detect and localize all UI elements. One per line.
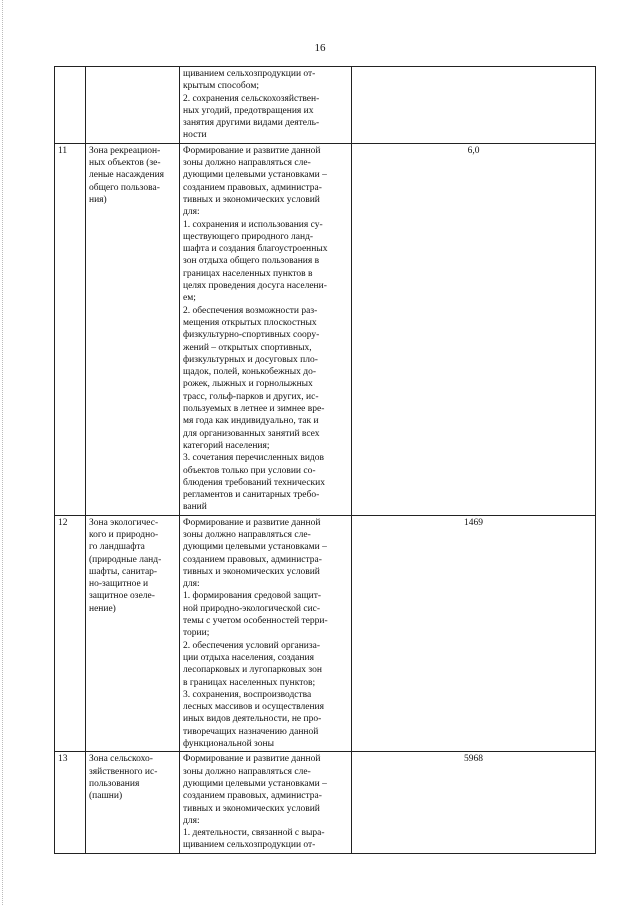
description-line: 1. сохранения и использования су-: [183, 219, 323, 230]
row-number-cell: 11: [55, 143, 86, 515]
description-line: 1. формирования средовой защит-: [183, 591, 322, 602]
table-row: [55, 143, 596, 515]
zone-name-line: леные насаждения: [89, 170, 165, 181]
row-number-cell: [55, 67, 86, 144]
description-cell: [180, 143, 352, 515]
description-line: крытым способом;: [183, 81, 259, 92]
description-line: физкультурно-спортивных соору-: [183, 330, 320, 341]
description-line: тивных и экономических условий: [183, 194, 320, 205]
zone-name-line: Зона сельскохо-: [89, 754, 153, 765]
area-value-cell: [352, 67, 596, 144]
description-line: 1. деятельности, связанной с выра-: [183, 828, 325, 839]
zone-name-line: пользования: [89, 778, 140, 789]
page-number: 16: [314, 42, 326, 54]
zone-name-line: общего пользова-: [89, 182, 160, 193]
description-line: созданием правовых, администра-: [183, 182, 322, 193]
description-line: лесных массивов и осуществления: [183, 702, 324, 713]
description-line: для:: [183, 815, 200, 826]
description-line: ем;: [183, 293, 196, 304]
zones-table: [54, 66, 596, 854]
description-line: зоны должно направляться сле-: [183, 529, 311, 540]
description-line: созданием правовых, администра-: [183, 791, 322, 802]
description-line: функциональной зоны: [183, 739, 274, 750]
area-value-cell: 1469: [352, 515, 596, 752]
description-line: созданием правовых, администра-: [183, 554, 322, 565]
description-line: темы с учетом особенностей терри-: [183, 616, 328, 627]
description-line: щиванием сельхозпродукции от-: [183, 69, 316, 79]
zone-name-line: ных объектов (зе-: [89, 158, 161, 169]
area-value-cell: 6,0: [352, 143, 596, 515]
zone-name-line: (природные ланд-: [89, 554, 162, 565]
zone-name-line: Зона рекреацион-: [89, 145, 161, 156]
description-line: зоны должно направляться сле-: [183, 766, 311, 777]
description-line: дующими целевыми установками –: [183, 170, 327, 181]
description-line: щиванием сельхозпродукции от-: [183, 840, 316, 851]
description-line: 2. обеспечения возможности раз-: [183, 305, 318, 316]
description-line: физкультурных и досуговых пло-: [183, 354, 318, 365]
scan-edge-dots: [2, 0, 4, 905]
description-cell: [180, 67, 352, 144]
description-line: рожек, лыжных и горнолыжных: [183, 379, 313, 390]
zone-name-cell: [86, 67, 180, 144]
description-line: тивных и экономических условий: [183, 803, 320, 814]
description-line: объектов только при условии со-: [183, 465, 316, 476]
description-line: Формирование и развитие данной: [183, 517, 321, 528]
description-line: для:: [183, 207, 200, 218]
zone-name-line: шафты, санитар-: [89, 566, 158, 577]
description-line: ществующего природного ланд-: [183, 231, 314, 242]
description-line: иных видов деятельности, не про-: [183, 714, 322, 725]
description-line: в границах населенных пунктов;: [183, 677, 316, 688]
description-line: тории;: [183, 628, 210, 639]
description-line: блюдения требований технических: [183, 477, 325, 488]
table-row: [55, 515, 596, 752]
row-number-cell: 13: [55, 752, 86, 853]
zone-name-line: Зона экологичес-: [89, 517, 159, 528]
description-line: ции отдыха населения, создания: [183, 652, 314, 663]
zone-name-line: го ландшафта: [89, 542, 145, 553]
description-line: щадок, полей, конькобежных до-: [183, 367, 316, 378]
zone-name-line: (пашни): [89, 791, 123, 802]
description-line: шафта и создания благоустроенных: [183, 244, 328, 255]
zone-name-line: зяйственного ис-: [89, 766, 158, 777]
area-value-cell: 5968: [352, 752, 596, 853]
zone-name-line: нение): [89, 603, 116, 614]
description-line: 2. обеспечения условий организа-: [183, 640, 320, 651]
zone-name-cell: [86, 752, 180, 853]
description-line: мещения открытых плоскостных: [183, 317, 317, 328]
description-line: мя года как индивидуально, так и: [183, 416, 319, 427]
description-line: 3. сохранения, воспроизводства: [183, 689, 312, 700]
zone-name-cell: [86, 515, 180, 752]
description-line: категорий населения;: [183, 440, 270, 451]
description-line: для организованных занятий всех: [183, 428, 320, 439]
description-line: целях проведения досуга населени-: [183, 281, 327, 292]
zone-name-line: кого и природно-: [89, 529, 159, 540]
description-cell: [180, 515, 352, 752]
description-line: дующими целевыми установками –: [183, 778, 327, 789]
description-line: ности: [183, 130, 207, 141]
description-line: лесопарковых и лугопарковых зон: [183, 665, 322, 676]
description-line: границах населенных пунктов в: [183, 268, 313, 279]
description-line: жений – открытых спортивных,: [183, 342, 312, 353]
table-row: [55, 752, 596, 853]
description-line: тивных и экономических условий: [183, 566, 320, 577]
description-line: ной природно-экологической сис-: [183, 603, 321, 614]
description-line: регламентов и санитарных требо-: [183, 490, 320, 501]
zone-name-line: ния): [89, 194, 107, 205]
description-line: зоны должно направляться сле-: [183, 158, 311, 169]
description-line: 3. сочетания перечисленных видов: [183, 453, 324, 464]
description-line: пользуемых в летнее и зимнее вре-: [183, 404, 325, 415]
description-line: тиворечащих назначению данной: [183, 726, 319, 737]
description-line: для:: [183, 579, 200, 590]
description-line: трасс, гольф-парков и других, ис-: [183, 391, 319, 402]
description-line: занятия другими видами деятель-: [183, 118, 320, 129]
description-line: Формирование и развитие данной: [183, 145, 321, 156]
description-line: ных угодий, предотвращения их: [183, 105, 314, 116]
zone-name-line: защитное озеле-: [89, 591, 155, 602]
description-line: 2. сохранения сельскохозяйствен-: [183, 93, 320, 104]
description-line: Формирование и развитие данной: [183, 754, 321, 765]
table-row: [55, 67, 596, 144]
description-line: ваний: [183, 502, 207, 513]
description-cell: [180, 752, 352, 853]
row-number-cell: 12: [55, 515, 86, 752]
zone-name-line: но-защитное и: [89, 579, 149, 590]
description-line: зон отдыха общего пользования в: [183, 256, 320, 267]
description-line: дующими целевыми установками –: [183, 542, 327, 553]
zone-name-cell: [86, 143, 180, 515]
